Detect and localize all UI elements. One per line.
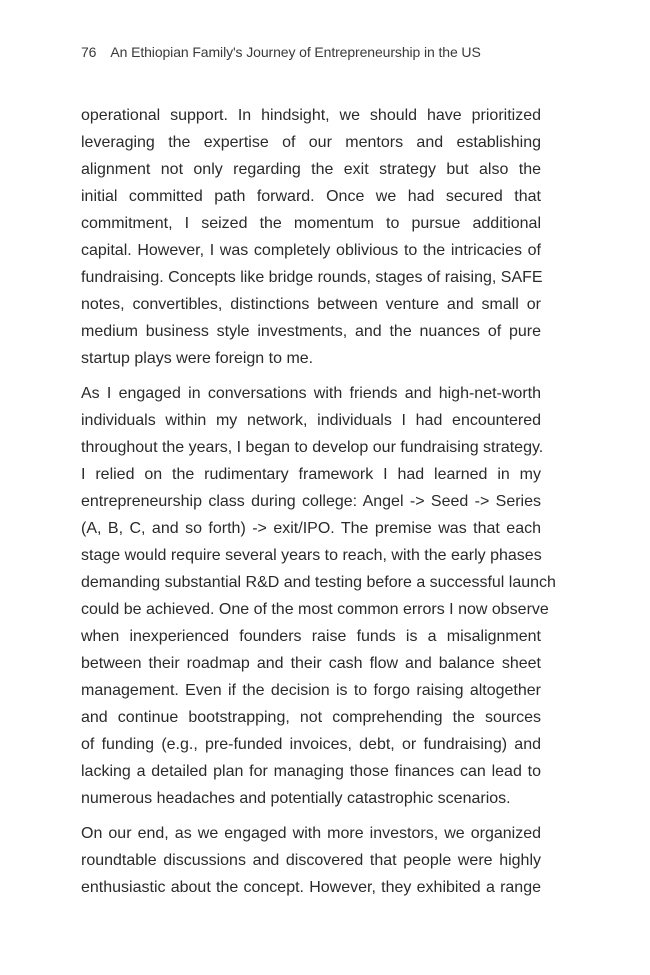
text-line: (A, B, C, and so forth) -> exit/IPO. The premise was that each — [81, 520, 541, 537]
text-line: operational support. In hindsight, we should have prioritized — [81, 107, 541, 124]
paragraph — [81, 102, 541, 372]
text-line: leveraging the expertise of our mentors and establishing — [81, 134, 541, 151]
text-line: and continue bootstrapping, not comprehending the sources — [81, 709, 541, 726]
text-line: when inexperienced founders raise funds is a misalignment — [81, 628, 541, 645]
text-line: entrepreneurship class during college: Angel -> Seed -> Series — [81, 493, 541, 510]
paragraph-gap — [81, 372, 541, 380]
text-line: lacking a detailed plan for managing those finances can lead to — [81, 763, 541, 780]
text-line: alignment not only regarding the exit strategy but also the — [81, 161, 541, 178]
text-line: As I engaged in conversations with friends and high-net-worth — [81, 385, 541, 402]
text-line: On our end, as we engaged with more investors, we organized — [81, 825, 541, 842]
text-line: of funding (e.g., pre-funded invoices, debt, or fundraising) and — [81, 736, 541, 753]
text-line: commitment, I seized the momentum to pursue additional — [81, 215, 541, 232]
text-line: startup plays were foreign to me. — [81, 350, 314, 367]
paragraph — [81, 820, 541, 901]
text-line: fundraising. Concepts like bridge rounds, stages of raising, SAFE — [81, 269, 543, 286]
running-title: An Ethiopian Family's Journey of Entrepreneurship in the US — [110, 44, 481, 60]
text-line: management. Even if the decision is to forgo raising altogether — [81, 682, 541, 699]
text-line: roundtable discussions and discovered that people were highly — [81, 852, 541, 869]
paragraph-gap — [81, 812, 541, 820]
text-line: initial committed path forward. Once we had secured that — [81, 188, 541, 205]
paragraph — [81, 380, 556, 812]
text-line: capital. However, I was completely oblivious to the intricacies of — [81, 242, 541, 259]
text-line: numerous headaches and potentially catastrophic scenarios. — [81, 790, 511, 807]
body-text — [81, 102, 556, 901]
text-line: I relied on the rudimentary framework I had learned in my — [81, 466, 541, 483]
text-line: between their roadmap and their cash flow and balance sheet — [81, 655, 541, 672]
text-line: could be achieved. One of the most common errors I now observe — [81, 601, 549, 618]
text-line: throughout the years, I began to develop our fundraising strategy. — [81, 439, 544, 456]
text-line: medium business style investments, and the nuances of pure — [81, 323, 541, 340]
page-number: 76 — [81, 44, 97, 60]
running-header — [81, 44, 481, 60]
text-line: individuals within my network, individuals I had encountered — [81, 412, 541, 429]
text-line: demanding substantial R&D and testing before a successful launch — [81, 574, 556, 591]
text-line: notes, convertibles, distinctions between venture and small or — [81, 296, 541, 313]
text-line: enthusiastic about the concept. However, they exhibited a range — [81, 879, 541, 896]
text-line: stage would require several years to reach, with the early phases — [81, 547, 542, 564]
